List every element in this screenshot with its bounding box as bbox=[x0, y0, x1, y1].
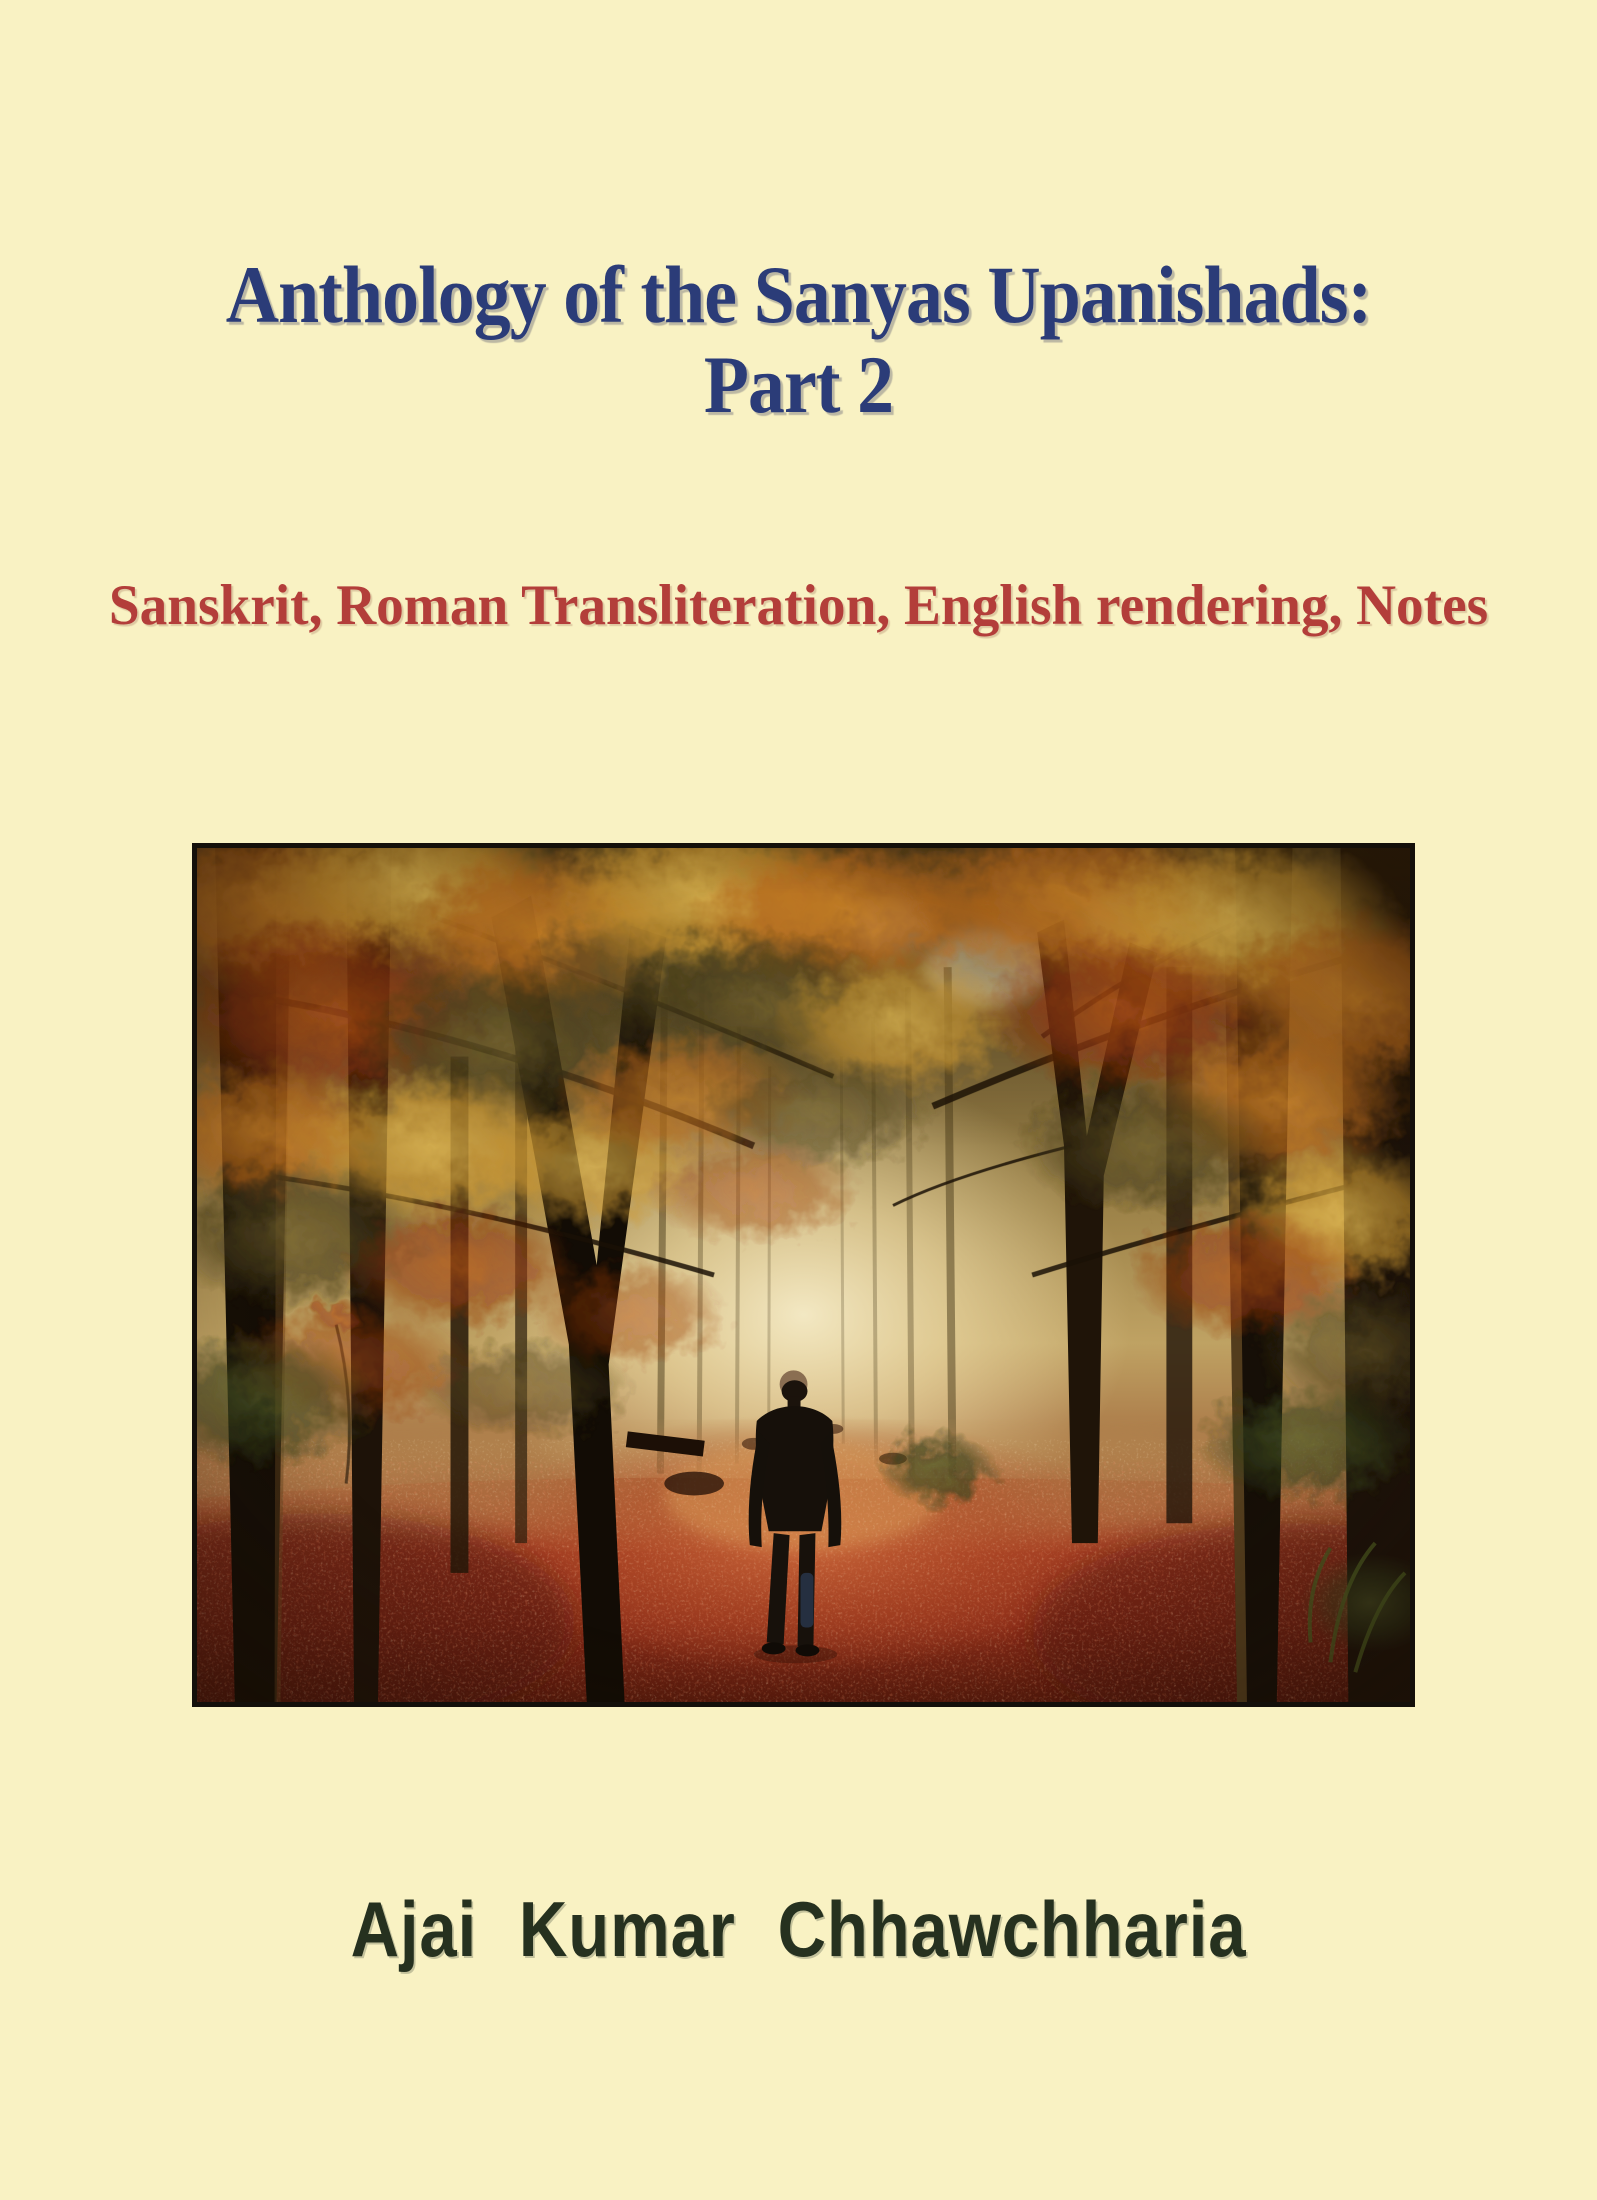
book-title bbox=[0, 250, 1597, 430]
book-title-line1: Anthology of the Sanyas Upanishads: bbox=[225, 249, 1372, 340]
photo-vignette bbox=[197, 848, 1410, 1702]
book-subtitle: Sanskrit, Roman Transliteration, English rendering, Notes bbox=[108, 574, 1489, 637]
author-name: Ajai Kumar Chhawchharia bbox=[350, 1885, 1247, 1973]
cover-photo-frame bbox=[192, 843, 1415, 1707]
book-title-line2: Part 2 bbox=[703, 339, 894, 430]
cover-photo-forest-scene bbox=[197, 848, 1410, 1702]
